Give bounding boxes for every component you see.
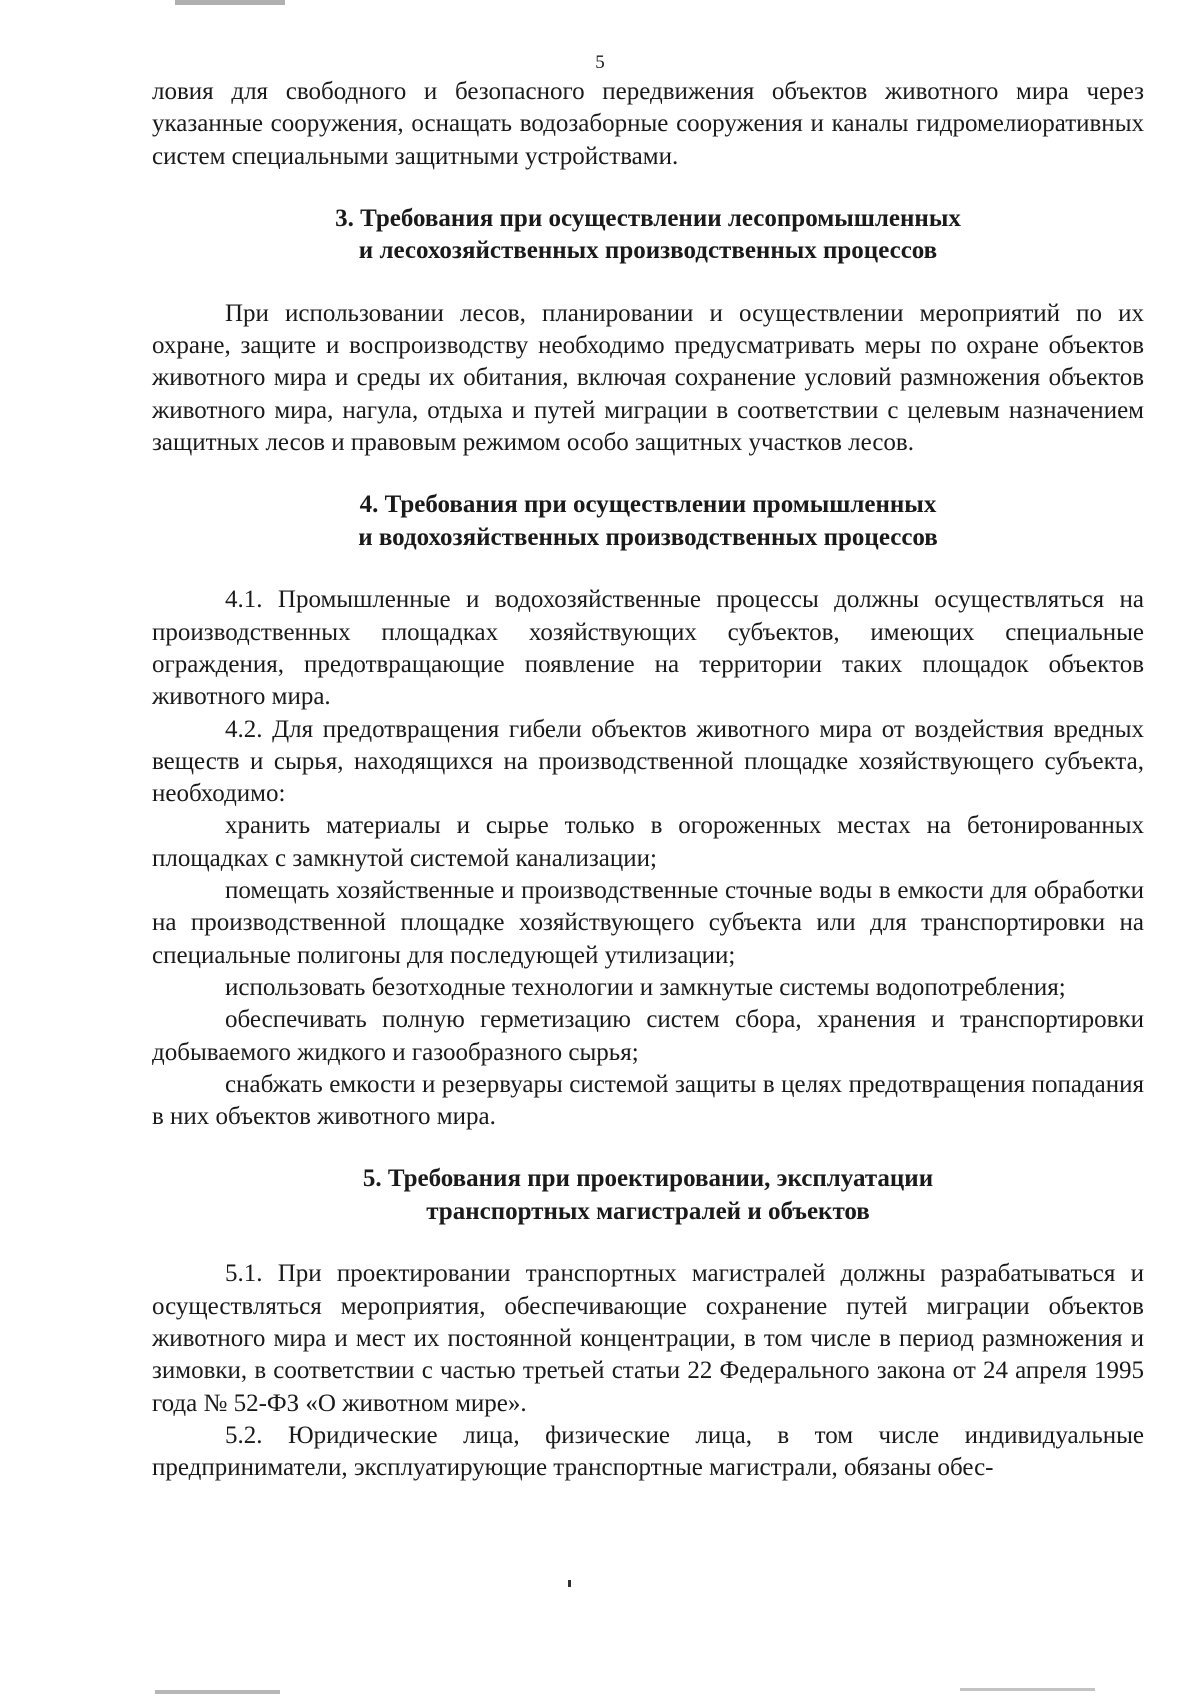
section-4-list-item: обеспечивать полную герметизацию систем сбора, хранения и транспортировки добываемого жидкого и газообразного сырья; (152, 1006, 1144, 1066)
section-3-heading (152, 203, 1144, 268)
section-4-list-item: снабжать емкости и резервуары системой защиты в целях предотвращения попадания в них объектов животного мира. (152, 1070, 1144, 1131)
section-4-paragraph-4-1: 4.1. Промышленные и водохозяйственные процессы должны осуществляться на производственных площадках хозяйствующих субъектов, имеющих специальные ограждения, предотвращающие появление на территории таких площадок объектов животного мира. (152, 586, 1144, 711)
section-4-heading-line-1: 4. Требования при осуществлении промышленных (359, 491, 937, 519)
section-3-paragraph: При использовании лесов, планировании и осуществлении мероприятий по их охране, защите и воспроизводству необходимо предусматривать меры по охране объектов животного мира и среды их обитания, включая сохранение условий размножения объектов животного мира, нагула, отдыха и путей миграции в соответствии с целевым назначением защитных лесов и правовым режимом особо защитных участков лесов. (152, 299, 1144, 457)
section-4-list-item: использовать безотходные технологии и замкнутые системы водопотребления; (225, 973, 1066, 1001)
section-3-heading-line-1: 3. Требования при осуществлении лесопромышленных (335, 204, 961, 232)
section-5-paragraph-5-2: 5.2. Юридические лица, физические лица, в том числе индивидуальные предприниматели, эксплуатирующие транспортные магистрали, обязаны обес- (152, 1421, 1144, 1482)
section-5-heading-line-1: 5. Требования при проектировании, эксплуатации (362, 1165, 934, 1193)
document-body (152, 76, 1144, 1485)
section-4-paragraph-4-2: 4.2. Для предотвращения гибели объектов животного мира от воздействия вредных веществ и сырья, находящихся на производственной площадке хозяйствующего субъекта, необходимо: (152, 715, 1144, 808)
section-5-heading-line-2: транспортных магистралей и объектов (426, 1197, 870, 1225)
section-5-paragraph-5-1: 5.1. При проектировании транспортных магистралей должны разрабатываться и осуществляться мероприятия, обеспечивающие сохранение путей миграции объектов животного мира и мест их постоянной концентрации, в том числе в период размножения и зимовки, в соответствии с частью третьей статьи 22 Федерального закона от 24 апреля 1995 года № 52-ФЗ «О животном мире». (152, 1260, 1144, 1417)
section-4-list-item: хранить материалы и сырье только в огороженных местах на бетонированных площадках с замкнутой системой канализации; (152, 812, 1144, 872)
scan-artifact-bottom-right (960, 1688, 1095, 1691)
section-4-heading-line-2: и водохозяйственных производственных процессов (358, 523, 938, 551)
section-3-heading-line-2: и лесохозяйственных производственных процессов (358, 237, 938, 265)
section-4-list-item: помещать хозяйственные и производственные сточные воды в емкости для обработки на производственной площадке хозяйствующего субъекта или для транспортировки на специальные полигоны для последующей утилизации; (152, 877, 1144, 969)
scan-artifact-top (175, 0, 285, 5)
section-4-heading (152, 489, 1144, 554)
scan-artifact-bottom-left (155, 1690, 280, 1694)
section-5-heading (152, 1163, 1144, 1228)
intro-paragraph: ловия для свободного и безопасного передвижения объектов животного мира через указанные сооружения, оснащать водозаборные сооружения и каналы гидромелиоративных систем специальными защитными устройствами. (152, 78, 1144, 170)
page-number: 5 (595, 52, 605, 73)
scan-speck (568, 1580, 571, 1587)
